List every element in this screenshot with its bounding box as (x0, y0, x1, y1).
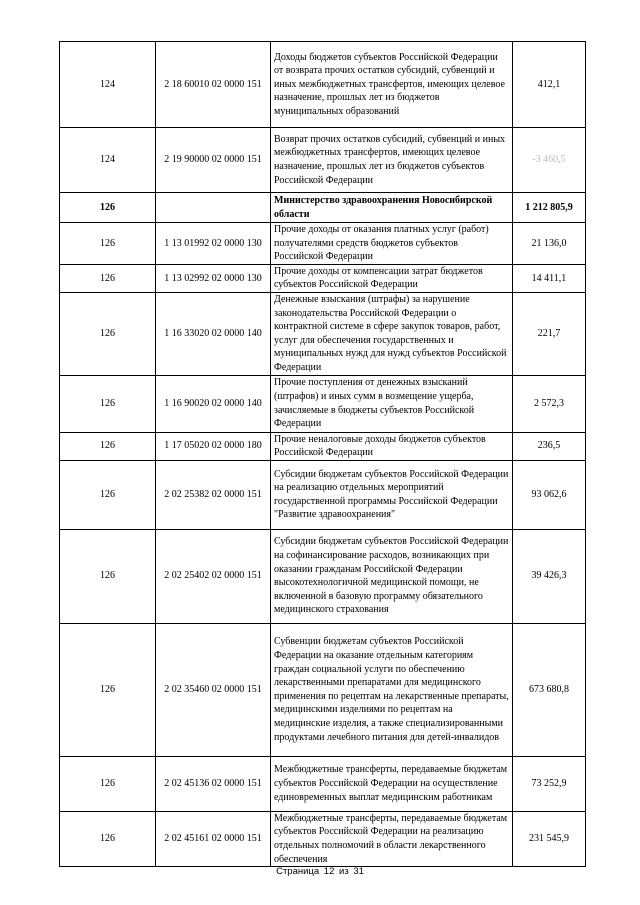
page-label: Страница (276, 866, 320, 877)
table-row (60, 460, 586, 529)
table-row (60, 292, 586, 375)
admin-code-cell: 126 (60, 264, 156, 292)
budget-code-cell: 2 02 45136 02 0000 151 (156, 756, 271, 811)
amount-cell: 221,7 (513, 292, 586, 375)
table-row (60, 432, 586, 460)
table-row (60, 223, 586, 265)
page-separator: из (339, 866, 349, 877)
table-row (60, 529, 586, 623)
revenue-name-cell: Субсидии бюджетам субъектов Российской Федерации на софинансирование расходов, возникающих при оказании гражданам Российской Федерации высокотехнологичной медицинской помощи, не включенной в базовую программу обязательного медицинского страхования (271, 529, 513, 623)
admin-code-cell: 124 (60, 128, 156, 193)
table-row (60, 42, 586, 128)
amount-cell: 236,5 (513, 432, 586, 460)
revenue-name-cell: Субсидии бюджетам субъектов Российской Федерации на реализацию отдельных мероприятий государственной программы Российской Федерации "Развитие здравоохранения" (271, 460, 513, 529)
admin-code-cell: 126 (60, 375, 156, 432)
table-row (60, 264, 586, 292)
page-total: 31 (353, 866, 364, 877)
table-row-section (60, 193, 586, 223)
budget-code-cell: 1 17 05020 02 0000 180 (156, 432, 271, 460)
amount-cell: 1 212 805,9 (513, 193, 586, 223)
amount-cell: 93 062,6 (513, 460, 586, 529)
amount-cell: 673 680,8 (513, 623, 586, 756)
revenue-name-cell: Прочие неналоговые доходы бюджетов субъектов Российской Федерации (271, 432, 513, 460)
revenue-name-cell: Возврат прочих остатков субсидий, субвенций и иных межбюджетных трансфертов, имеющих целевое назначение, прошлых лет из бюджетов субъектов Российской Федерации (271, 128, 513, 193)
revenue-name-cell: Субвенции бюджетам субъектов Российской Федерации на оказание отдельным категориям граждан социальной услуги по обеспечению лекарственными препаратами для медицинского применения по рецептам на лекарственные препараты, медицинскими изделиями по рецептам на медицинские изделия, а также специализированными продуктами лечебного питания для детей-инвалидов (271, 623, 513, 756)
amount-cell: 39 426,3 (513, 529, 586, 623)
table-row (60, 756, 586, 811)
budget-code-cell: 2 02 45161 02 0000 151 (156, 811, 271, 866)
admin-code-cell: 126 (60, 460, 156, 529)
budget-code-cell: 1 13 01992 02 0000 130 (156, 223, 271, 265)
table-row (60, 375, 586, 432)
revenue-name-cell: Межбюджетные трансферты, передаваемые бюджетам субъектов Российской Федерации на реализацию отдельных полномочий в области лекарственного обеспечения (271, 811, 513, 866)
revenue-name-cell: Доходы бюджетов субъектов Российской Федерации от возврата прочих остатков субсидий, субвенций и иных межбюджетных трансфертов, имеющих целевое назначение, прошлых лет из бюджетов муниципальных образований (271, 42, 513, 128)
revenue-name-cell: Прочие поступления от денежных взысканий (штрафов) и иных сумм в возмещение ущерба, зачисляемые в бюджеты субъектов Российской Федерации (271, 375, 513, 432)
admin-code-cell: 126 (60, 529, 156, 623)
admin-code-cell: 126 (60, 432, 156, 460)
revenue-name-cell: Межбюджетные трансферты, передаваемые бюджетам субъектов Российской Федерации на осуществление единовременных выплат медицинским работникам (271, 756, 513, 811)
table-row (60, 623, 586, 756)
admin-code-cell: 126 (60, 756, 156, 811)
admin-code-cell: 126 (60, 292, 156, 375)
amount-cell: 2 572,3 (513, 375, 586, 432)
budget-code-cell (156, 193, 271, 223)
admin-code-cell: 124 (60, 42, 156, 128)
revenue-name-cell: Денежные взыскания (штрафы) за нарушение законодательства Российской Федерации о контрактной системе в сфере закупок товаров, работ, услуг для обеспечения государственных и муниципальных нужд для нужд субъектов Российской Федерации (271, 292, 513, 375)
amount-cell: 14 411,1 (513, 264, 586, 292)
page-number: 12 (323, 866, 335, 877)
admin-code-cell: 126 (60, 193, 156, 223)
revenue-name-cell: Прочие доходы от компенсации затрат бюджетов субъектов Российской Федерации (271, 264, 513, 292)
admin-code-cell: 126 (60, 811, 156, 866)
budget-code-cell: 2 18 60010 02 0000 151 (156, 42, 271, 128)
amount-cell: 73 252,9 (513, 756, 586, 811)
budget-code-cell: 1 13 02992 02 0000 130 (156, 264, 271, 292)
budget-code-cell: 1 16 90020 02 0000 140 (156, 375, 271, 432)
page-footer (0, 866, 640, 877)
amount-cell: 231 545,9 (513, 811, 586, 866)
budget-code-cell: 2 19 90000 02 0000 151 (156, 128, 271, 193)
table-row (60, 128, 586, 193)
amount-cell: -3 460,5 (513, 128, 586, 193)
ministry-name-cell: Министерство здравоохранения Новосибирской области (271, 193, 513, 223)
budget-code-cell: 2 02 25402 02 0000 151 (156, 529, 271, 623)
revenue-name-cell: Прочие доходы от оказания платных услуг (работ) получателями средств бюджетов субъектов Российской Федерации (271, 223, 513, 265)
admin-code-cell: 126 (60, 223, 156, 265)
budget-code-cell: 1 16 33020 02 0000 140 (156, 292, 271, 375)
admin-code-cell: 126 (60, 623, 156, 756)
amount-cell: 412,1 (513, 42, 586, 128)
amount-cell: 21 136,0 (513, 223, 586, 265)
revenue-table (59, 41, 586, 867)
budget-code-cell: 2 02 25382 02 0000 151 (156, 460, 271, 529)
table-row (60, 811, 586, 866)
budget-code-cell: 2 02 35460 02 0000 151 (156, 623, 271, 756)
